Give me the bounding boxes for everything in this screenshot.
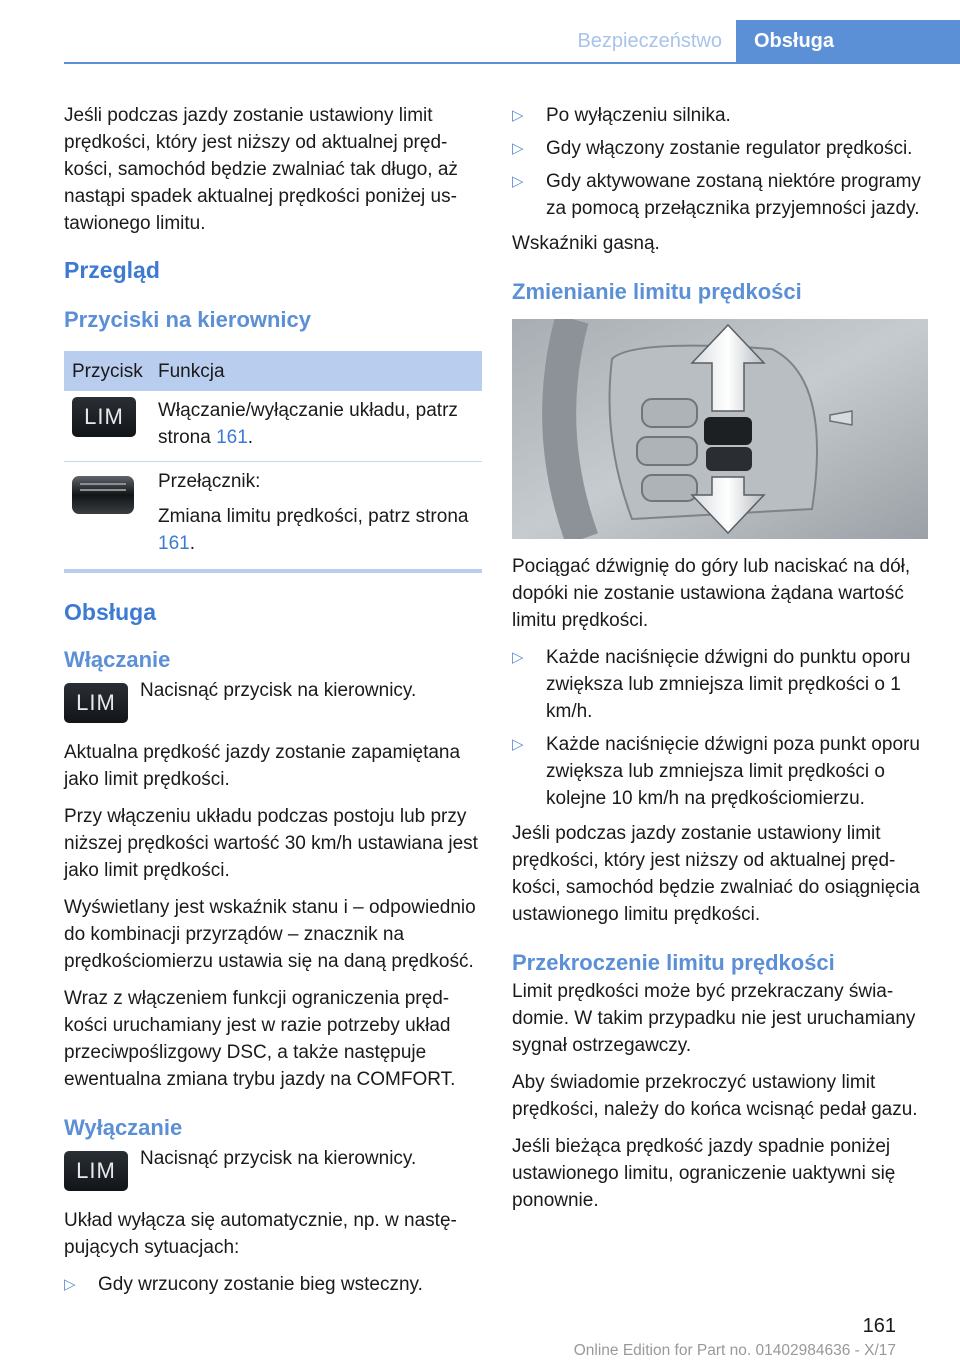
bullet-list bbox=[64, 1271, 482, 1298]
paragraph: Wskaźniki gasną. bbox=[512, 233, 660, 254]
list-item: ▷ Każde naciśnięcie dźwigni do punktu oporu zwiększa lub zmniejsza limit prędkości o 1 km/h. bbox=[512, 644, 932, 725]
buttons-table bbox=[64, 351, 482, 573]
switch-off-text: Nacisnąć przycisk na kierownicy. bbox=[140, 1148, 417, 1169]
list-item: ▷ Gdy włączony zostanie regulator prędkości. bbox=[512, 135, 932, 162]
rocker-switch-icon bbox=[72, 476, 134, 514]
table-header-button: Przycisk bbox=[64, 351, 150, 391]
intro-paragraph: Jeśli podczas jazdy zostanie ustawiony limit prędkości, który jest niższy od aktualnej prędkości, samochód będzie zwalniać tak długo, aż nastąpi spadek aktualnej prędkości poniżej ustawionego limitu. bbox=[64, 105, 458, 234]
paragraph: Jeśli bieżąca prędkość jazdy spadnie poniżej ustawionego limitu, ograniczenie uaktywni się ponownie. bbox=[512, 1136, 896, 1211]
table-row: LIM Włączanie/wyłączanie układu, patrz strona 161. bbox=[64, 391, 482, 462]
heading-buttons: Przyciski na kierownicy bbox=[64, 307, 312, 332]
paragraph: Wraz z włączeniem funkcji ograniczenia prędkości uruchamiany jest w razie potrzeby układ przeciwpoślizgowy DSC, a także następuje ewentualna zmiana trybu jazdy na COMFORT. bbox=[64, 988, 456, 1090]
heading-operation: Obsługa bbox=[64, 599, 157, 625]
heading-exceed-limit: Przekroczenie limitu prędkości bbox=[512, 950, 835, 975]
bullet-triangle-icon: ▷ bbox=[512, 649, 524, 666]
list-item: ▷ Każde naciśnięcie dźwigni poza punkt oporu zwiększa lub zmniejsza limit prędkości o kolejne 10 km/h na prędkościomierzu. bbox=[512, 731, 932, 812]
switch-on-row bbox=[64, 677, 482, 727]
paragraph: Jeśli podczas jazdy zostanie ustawiony limit prędkości, który jest niższy od aktualnej prędkości, samochód będzie zwalniać do osiągnięcia ustawionego limitu prędkości. bbox=[512, 823, 920, 925]
paragraph: Przy włączeniu układu podczas postoju lub przy niższej prędkości wartość 30 km/h ustawiana jest jako limit prędkości. bbox=[64, 806, 478, 881]
bullet-triangle-icon: ▷ bbox=[512, 736, 524, 753]
heading-change-limit: Zmienianie limitu prędkości bbox=[512, 279, 802, 304]
row2-text: Zmiana limitu prędkości, patrz strona bbox=[158, 506, 469, 527]
right-column bbox=[512, 102, 932, 1224]
page-number: 161 bbox=[862, 1315, 896, 1337]
heading-off: Wyłączanie bbox=[64, 1115, 183, 1140]
heading-on: Włączanie bbox=[64, 647, 171, 672]
left-column bbox=[64, 102, 482, 1306]
header-section-tab: Bezpieczeństwo bbox=[577, 30, 722, 52]
lim-button-icon: LIM bbox=[72, 397, 136, 437]
switch-on-text: Nacisnąć przycisk na kierownicy. bbox=[140, 680, 417, 701]
paragraph: Aktualna prędkość jazdy zostanie zapamiętana jako limit prędkości. bbox=[64, 742, 461, 790]
table-row: Przełącznik: Zmiana limitu prędkości, patrz strona 161. bbox=[64, 462, 482, 572]
bullet-triangle-icon: ▷ bbox=[512, 107, 524, 124]
page-link[interactable]: 161 bbox=[216, 427, 248, 448]
list-item: ▷ Po wyłączeniu silnika. bbox=[512, 102, 932, 129]
bullet-list bbox=[512, 644, 932, 812]
header-chapter-tab: Obsługa bbox=[736, 20, 960, 62]
paragraph: Układ wyłącza się automatycznie, np. w następujących sytuacjach: bbox=[64, 1210, 457, 1258]
page-link[interactable]: 161 bbox=[158, 533, 190, 554]
bullet-triangle-icon: ▷ bbox=[64, 1276, 76, 1293]
lim-button-icon: LIM bbox=[64, 1151, 128, 1191]
header-rule bbox=[64, 62, 960, 64]
bullet-triangle-icon: ▷ bbox=[512, 173, 524, 190]
bullet-list bbox=[512, 102, 932, 222]
table-header-function: Funkcja bbox=[150, 351, 482, 391]
paragraph: Aby świadomie przekroczyć ustawiony limit prędkości, należy do końca wcisnąć pedał gazu. bbox=[512, 1072, 918, 1120]
paragraph: Wyświetlany jest wskaźnik stanu i – odpowiednio do kombinacji przyrządów – znacznik na prędkościomierzu ustawia się na daną prędkość. bbox=[64, 897, 476, 972]
paragraph: Limit prędkości może być przekraczany świadomie. W takim przypadku nie jest uruchamiany sygnał ostrzegawczy. bbox=[512, 981, 916, 1056]
row1-text: Włączanie/wyłączanie układu, patrz strona bbox=[158, 400, 458, 448]
switch-off-row bbox=[64, 1145, 482, 1195]
lim-button-icon: LIM bbox=[64, 683, 128, 723]
row2-title: Przełącznik: bbox=[158, 471, 261, 492]
heading-overview: Przegląd bbox=[64, 257, 160, 283]
edition-footer: Online Edition for Part no. 01402984636 - X/17 bbox=[573, 1342, 896, 1359]
paragraph: Pociągać dźwignię do góry lub naciskać na dół, dopóki nie zostanie ustawiona żądana wartość limitu prędkości. bbox=[512, 556, 911, 631]
steering-wheel-photo bbox=[512, 319, 928, 539]
bullet-triangle-icon: ▷ bbox=[512, 140, 524, 157]
list-item: ▷ Gdy aktywowane zostaną niektóre programy za pomocą przełącznika przyjemności jazdy. bbox=[512, 168, 932, 222]
list-item: ▷ Gdy wrzucony zostanie bieg wsteczny. bbox=[64, 1271, 482, 1298]
